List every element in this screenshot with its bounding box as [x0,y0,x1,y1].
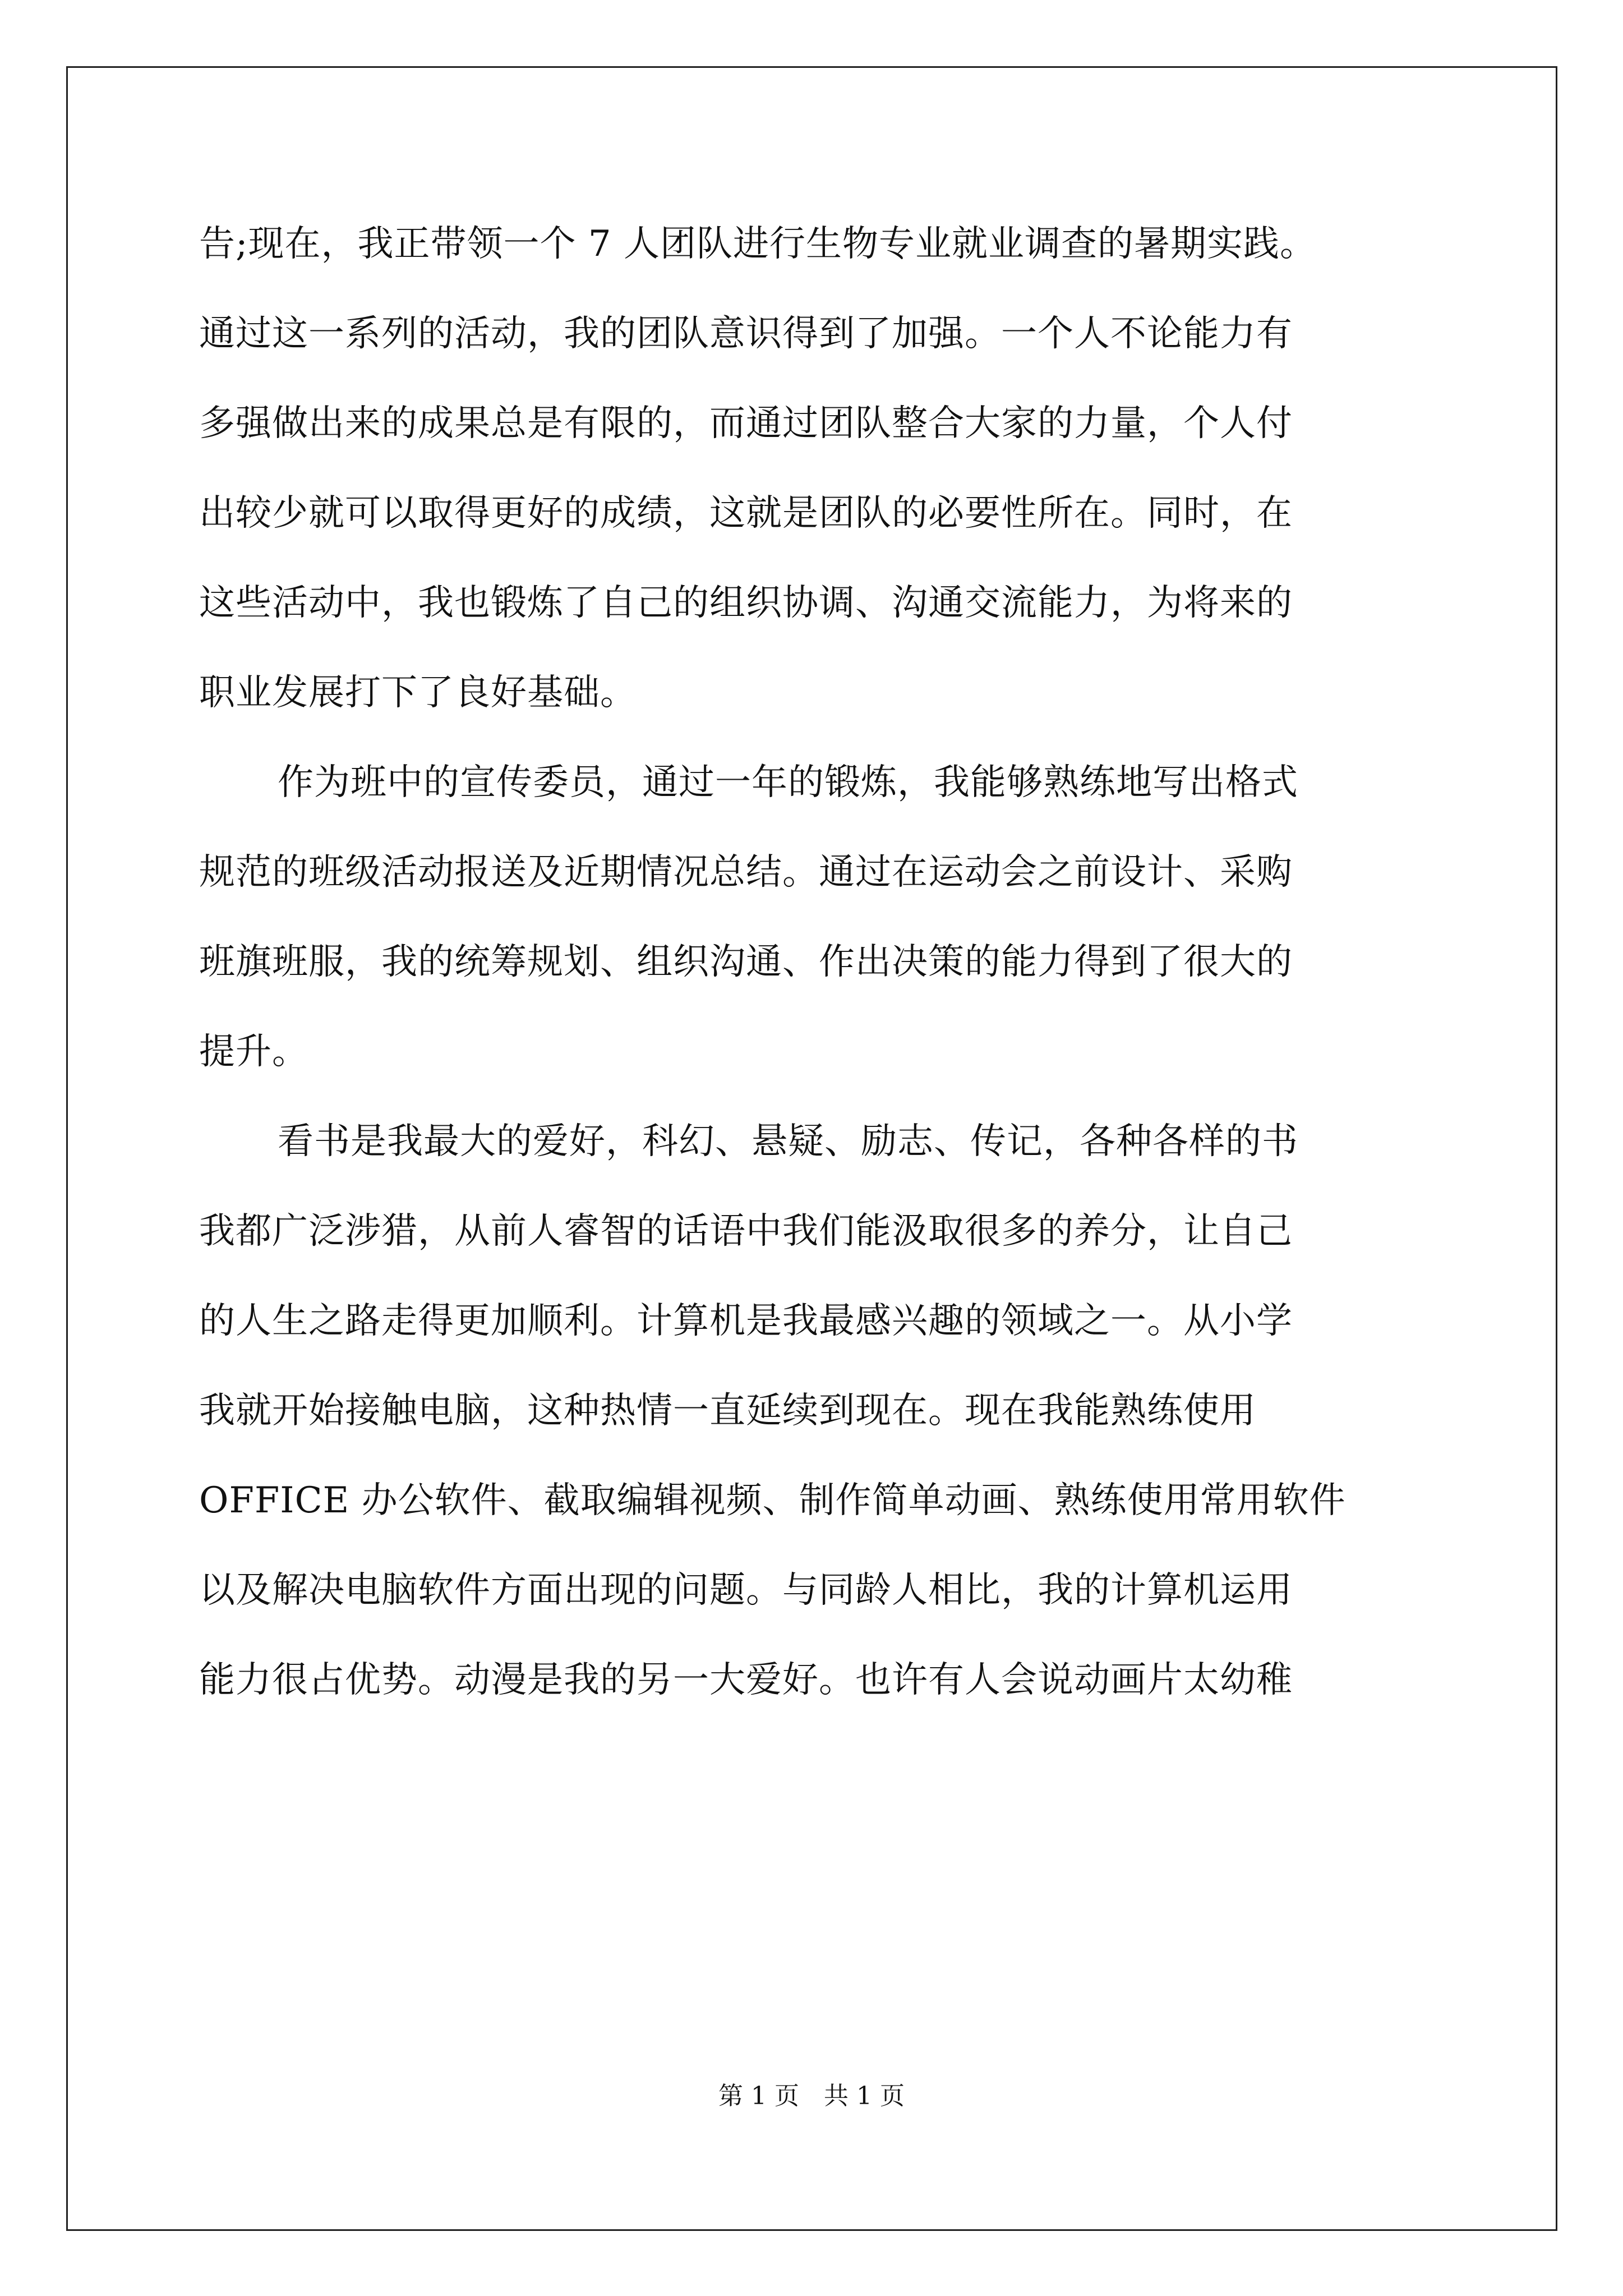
text-line-9: 班旗班服，我的统筹规划、组织沟通、作出决策的能力得到了很大的 [199,941,1293,983]
text-line-7: 作为班中的宣传委员，通过一年的锻炼，我能够熟练地写出格式 [278,762,1298,803]
text-line-13: 的人生之路走得更加顺利。计算机是我最感兴趣的领域之一。从小学 [199,1300,1293,1342]
text-line-16: 以及解决电脑软件方面出现的问题。与同龄人相比，我的计算机运用 [199,1570,1293,1611]
text-line-5: 这些活动中，我也锻炼了自己的组织协调、沟通交流能力，为将来的 [199,582,1293,624]
document-body [199,199,1433,1725]
text-line-11: 看书是我最大的爱好，科幻、悬疑、励志、传记，各种各样的书 [278,1121,1298,1162]
text-line-2: 通过这一系列的活动，我的团队意识得到了加强。一个人不论能力有 [199,313,1293,355]
page-footer [0,2076,1623,2111]
text-line-1: 告;现在，我正带领一个 7 人团队进行生物专业就业调查的暑期实践。 [199,223,1316,265]
text-line-6: 职业发展打下了良好基础。 [199,672,637,714]
text-line-15: OFFICE 办公软件、截取编辑视频、制作简单动画、熟练使用常用软件 [199,1480,1346,1521]
text-line-3: 多强做出来的成果总是有限的，而通过团队整合大家的力量，个人付 [199,403,1293,444]
text-line-17: 能力很占优势。动漫是我的另一大爱好。也许有人会说动画片太幼稚 [199,1659,1293,1701]
text-line-12: 我都广泛涉猎，从前人睿智的话语中我们能汲取很多的养分，让自己 [199,1211,1293,1252]
text-line-8: 规范的班级活动报送及近期情况总结。通过在运动会之前设计、采购 [199,852,1293,893]
page-number-label: 第 1 页 共 1 页 [718,2082,905,2110]
text-line-10: 提升。 [199,1031,308,1073]
text-line-14: 我就开始接触电脑，这种热情一直延续到现在。现在我能熟练使用 [199,1390,1256,1432]
text-line-4: 出较少就可以取得更好的成绩，这就是团队的必要性所在。同时，在 [199,493,1293,534]
